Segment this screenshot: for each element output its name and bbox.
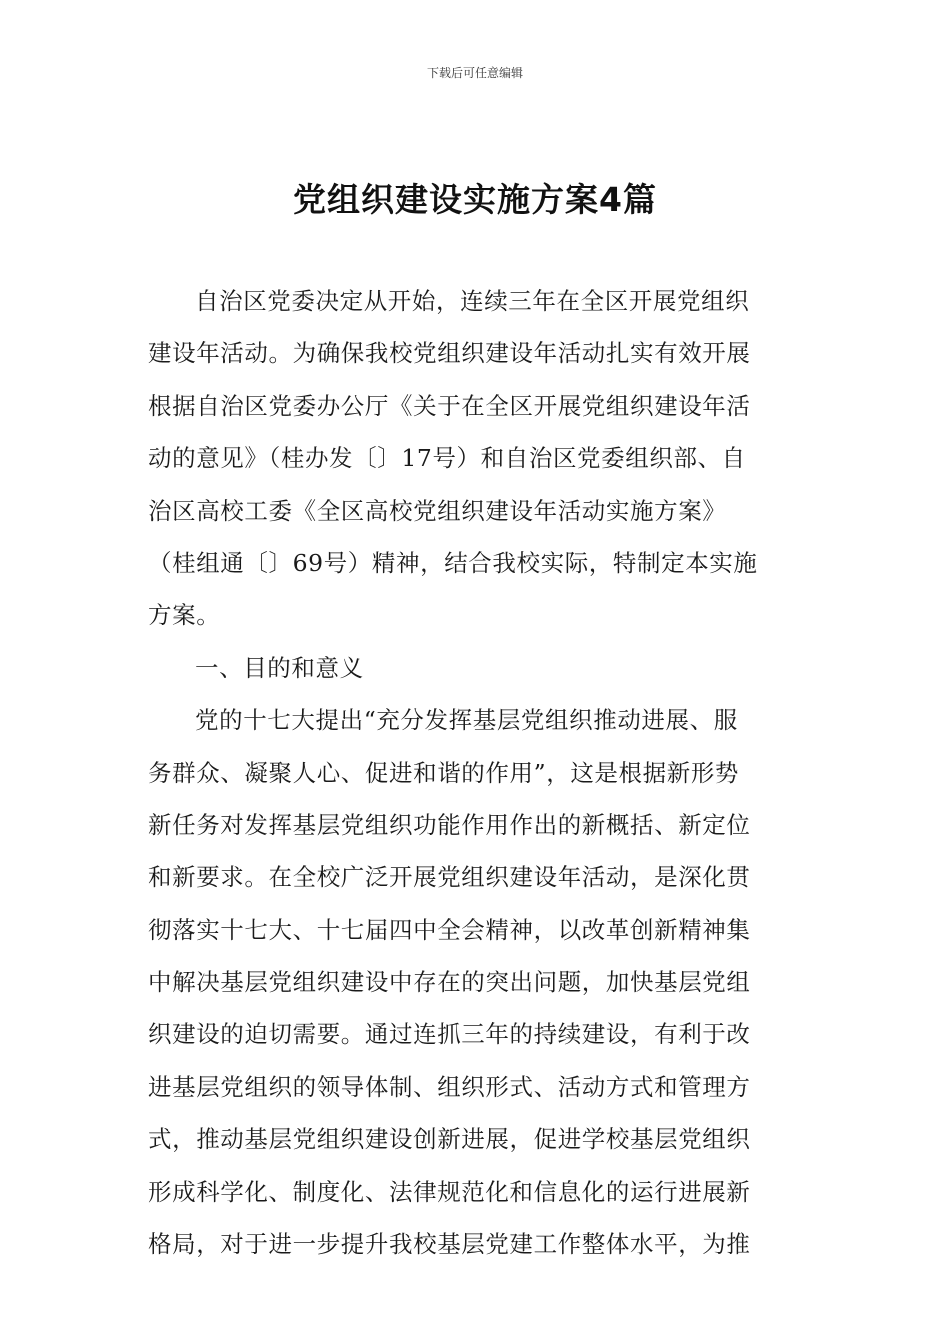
text-line: 和新要求。在全校广泛开展党组织建设年活动，是深化贯 xyxy=(148,863,751,892)
text-line: 党的十七大提出“充分发挥基层党组织推动进展、服 xyxy=(195,706,738,735)
document-title: 党组织建设实施方案4篇 xyxy=(293,180,657,219)
text-line: （桂组通〔〕69号）精神，结合我校实际，特制定本实施 xyxy=(148,548,758,577)
text-line: 治区高校工委《全区高校党组织建设年活动实施方案》 xyxy=(148,496,727,525)
text-line: 新任务对发挥基层党组织功能作用作出的新概括、新定位 xyxy=(148,810,751,839)
text-line: 中解决基层党组织建设中存在的突出问题，加快基层党组 xyxy=(148,968,751,997)
text-line: 格局，对于进一步提升我校基层党建工作整体水平，为推 xyxy=(148,1230,751,1259)
text-line: 彻落实十七大、十七届四中全会精神，以改革创新精神集 xyxy=(148,915,751,944)
text-line: 式，推动基层党组织建设创新进展，促进学校基层党组织 xyxy=(148,1125,751,1154)
text-line: 建设年活动。为确保我校党组织建设年活动扎实有效开展 xyxy=(148,339,751,368)
text-line: 动的意见》（桂办发〔〕17号）和自治区党委组织部、自 xyxy=(148,444,746,473)
text-line: 织建设的迫切需要。通过连抓三年的持续建设，有利于改 xyxy=(148,1020,751,1049)
body-text xyxy=(148,279,808,1274)
header-note: 下载后可任意编辑 xyxy=(426,66,523,80)
text-line: 方案。 xyxy=(148,601,221,630)
text-line: 根据自治区党委办公厅《关于在全区开展党组织建设年活 xyxy=(148,391,751,420)
text-line: 形成科学化、制度化、法律规范化和信息化的运行进展新 xyxy=(148,1177,751,1206)
text-line: 一、目的和意义 xyxy=(195,653,364,682)
text-line: 自治区党委决定从开始，连续三年在全区开展党组织 xyxy=(195,287,750,315)
text-line: 务群众、凝聚人心、促进和谐的作用”，这是根据新形势 xyxy=(148,758,740,787)
text-line: 进基层党组织的领导体制、组织形式、活动方式和管理方 xyxy=(148,1072,751,1101)
